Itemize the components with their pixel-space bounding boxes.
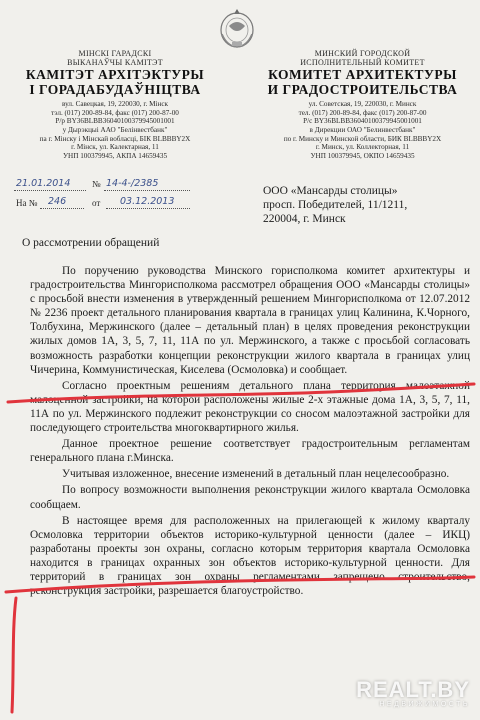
org-line-2: ВЫКАНАЎЧЫ КАМІТЭТ [67, 57, 163, 67]
watermark-logo [356, 677, 470, 708]
marker-side-bracket-red [12, 598, 16, 712]
paragraph-4: Учитывая изложенное, внесение изменений в детальный план нецелесообразно. [62, 468, 450, 481]
handwritten-date: 21.01.2014 [16, 178, 71, 189]
addressee-city: 220004, г. Минск [263, 213, 346, 225]
bank-line: у Дырэкцыі ААО "Белінвестбанк" [62, 125, 168, 134]
number-underline [104, 190, 190, 191]
watermark-text: REALT.BY [356, 677, 470, 702]
watermark-subtext: НЕДВИЖИМОСТЬ [379, 701, 470, 708]
date-underline [14, 190, 86, 191]
reference-underline [40, 208, 84, 209]
from-label: от [92, 198, 101, 208]
org-line-1: МІНСКІ ГАРАДСКІ [78, 49, 152, 58]
handwritten-number: 14-4-/2385 [106, 178, 159, 189]
bank-region-line: по г. Минску и Минской области, БИК BLBBBY2X [283, 134, 442, 143]
header-left [10, 50, 220, 160]
org-line-2: ИСПОЛНИТЕЛЬНЫЙ КОМИТЕТ [300, 57, 425, 67]
paragraph-5: По вопросу возможности выполнения реконструкции жилого квартала Осмоловка сообщаем. [30, 484, 470, 511]
subject-line: О рассмотрении обращений [22, 237, 160, 249]
paragraph-1: По поручению руководства Минского горисполкома комитет архитектуры и градостроительства Мингорисполкома рассмотрел обращения ООО «Мансарды столицы» с просьбой внести изменения в утвержденный решением Мингорисполкома от 12.07.2012 № 2236 проект детального планирования квартала в границах улиц Калинина, К.Чорного, Толбухина, Мержинского (далее – детальный план) в целях проведения реконструкции жилых домов 1А, 3, 5, 7, 11, 11А по ул. Мержинского, а также с просьбой согласовать возможность разработки концепции реконструкции жилого квартала в границах улиц Чичерина, Коммунистическая, Киселева (Осмоловка) и сообщает. [30, 265, 470, 376]
addressee-block [263, 184, 473, 226]
address-line: вул. Савецкая, 19, 220030, г. Мінск [61, 100, 169, 109]
bank-region-line: па г. Мінску і Мінскай вобласці, БІК BLBBBY2X [39, 134, 191, 143]
bank-address-line: г. Мінск, ул. Калектарная, 11 [71, 143, 159, 152]
committee-title-1: КОМИТЕТ АРХИТЕКТУРЫ [268, 67, 457, 83]
letter-body [30, 264, 470, 600]
addressee-street: просп. Победителей, 11/1211, [263, 199, 408, 211]
committee-title-2: И ГРАДОСТРОИТЕЛЬСТВА [267, 81, 458, 97]
phone-line: тэл. (017) 200-89-84, факс (017) 200-87-00 [51, 108, 179, 117]
paragraph-2: Согласно проектным решениям детального плана территория малоэтажной малоценной застройки, на которой расположены жилые 2-х этажные дома 1А, 3, 5, 7, 11, 11А по ул. Мержинского подлежит реконструкции со сносом малоэтажной застройки для последующего строительства многоквартирного жилья. [30, 379, 470, 435]
header-right [255, 50, 470, 160]
committee-title-1: КАМІТЭТ АРХІТЭКТУРЫ [25, 67, 205, 83]
paragraph-6: В настоящее время для расположенных на прилегающей к жилому кварталу Осмоловка территории объектов историко-культурной ценности (далее – ИКЦ) разработаны проекты зон охраны, согласно которым территория квартала Осмоловка находится в границах охранных зон объектов историко-культурной ценности. Для территорий в границах зон охраны регламентами запрещено строительство, реконструкция застройки, разрешается благоустройство. [30, 514, 470, 598]
bank-address-line: г. Минск, ул. Коллекторная, 11 [315, 143, 410, 152]
paragraph-3: Данное проектное решение соответствует градостроительным регламентам генерального плана г.Минска. [30, 438, 470, 465]
addressee-name: ООО «Мансарды столицы» [263, 185, 398, 197]
org-line-1: МИНСКИЙ ГОРОДСКОЙ [314, 49, 411, 58]
committee-title-2: І ГОРАДАБУДАЎНІЦТВА [29, 81, 201, 97]
codes-line: УНП 100379945, ОКПО 14659435 [310, 151, 415, 160]
account-line: Р/с BY36BLBB36040100379945001001 [303, 117, 422, 126]
account-line: Р/р BY36BLBB36040100379945001001 [55, 117, 175, 126]
reference-date-underline [106, 208, 190, 209]
state-emblem-icon [217, 6, 257, 50]
phone-line: тел. (017) 200-89-84, факс (017) 200-87-00 [298, 108, 427, 117]
number-label: № [92, 179, 101, 189]
reference-label: На № [16, 198, 38, 208]
handwritten-reference-date: 03.12.2013 [120, 196, 175, 207]
bank-line: в Дирекции ОАО "Белинвестбанк" [309, 125, 416, 134]
codes-line: УНП 100379945, АКПА 14659435 [62, 151, 168, 160]
address-line: ул. Советская, 19, 220030, г. Минск [308, 100, 417, 109]
handwritten-reference-number: 246 [48, 196, 67, 207]
